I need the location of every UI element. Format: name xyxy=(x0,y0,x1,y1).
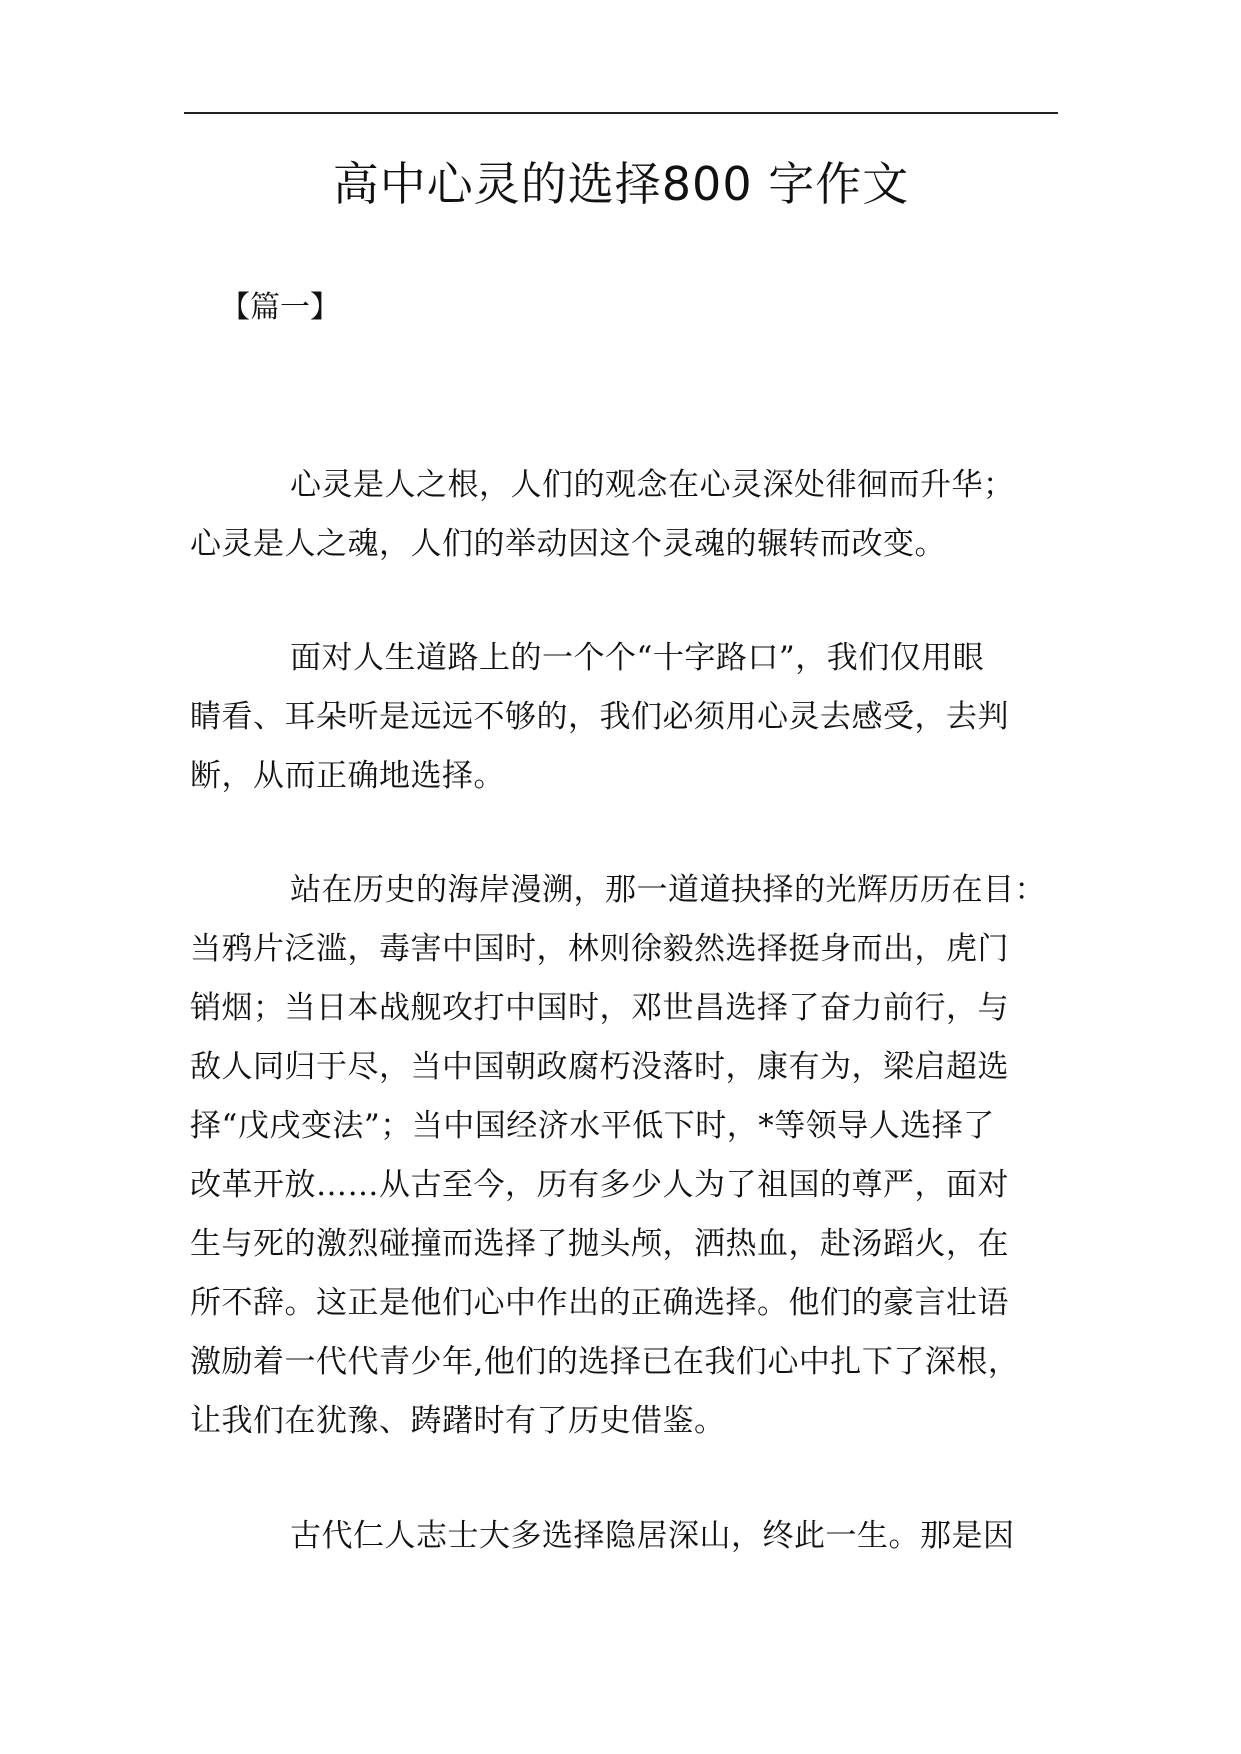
section-label: 【篇一】 xyxy=(220,290,340,325)
header-rule xyxy=(184,112,1058,114)
paragraph-line: 心灵是人之魂，人们的举动因这个灵魂的辗转而改变。 xyxy=(190,526,946,562)
paragraph-line: 让我们在犹豫、踌躇时有了历史借鉴。 xyxy=(190,1403,726,1439)
document-title: 高中心灵的选择800 字作文 xyxy=(332,157,910,211)
paragraph-line: 敌人同归于尽，当中国朝政腐朽没落时，康有为，梁启超选 xyxy=(190,1049,1009,1085)
paragraph-line: 睛看、耳朵听是远远不够的，我们必须用心灵去感受，去判 xyxy=(190,699,1009,735)
paragraph-3 xyxy=(190,861,1046,1451)
paragraph-line: 择“戊戌变法”；当中国经济水平低下时，*等领导人选择了 xyxy=(190,1108,995,1144)
paragraph-line: 改革开放……从古至今，历有多少人为了祖国的尊严，面对 xyxy=(190,1167,1009,1203)
paragraph-line: 生与死的激烈碰撞而选择了抛头颅，洒热血，赴汤蹈火，在 xyxy=(190,1226,1009,1262)
paragraph-line: 面对人生道路上的一个个“十字路口”，我们仅用眼 xyxy=(290,640,985,676)
paragraph-line: 所不辞。这正是他们心中作出的正确选择。他们的豪言壮语 xyxy=(190,1285,1009,1321)
paragraph-line: 销烟；当日本战舰攻打中国时，邓世昌选择了奋力前行，与 xyxy=(190,990,1009,1026)
paragraph-line: 激励着一代代青少年,他们的选择已在我们心中扎下了深根， xyxy=(190,1344,1020,1380)
paragraph-2 xyxy=(190,629,1009,806)
paragraph-line: 站在历史的海岸漫溯，那一道道抉择的光辉历历在目： xyxy=(290,872,1046,908)
paragraph-line: 断，从而正确地选择。 xyxy=(190,758,505,794)
paragraph-4 xyxy=(190,1507,1015,1566)
paragraph-1 xyxy=(190,456,1015,574)
paragraph-line: 古代仁人志士大多选择隐居深山，终此一生。那是因 xyxy=(290,1518,1015,1554)
paragraph-line: 心灵是人之根，人们的观念在心灵深处徘徊而升华； xyxy=(290,467,1015,503)
paragraph-line: 当鸦片泛滥，毒害中国时，林则徐毅然选择挺身而出，虎门 xyxy=(190,931,1009,967)
